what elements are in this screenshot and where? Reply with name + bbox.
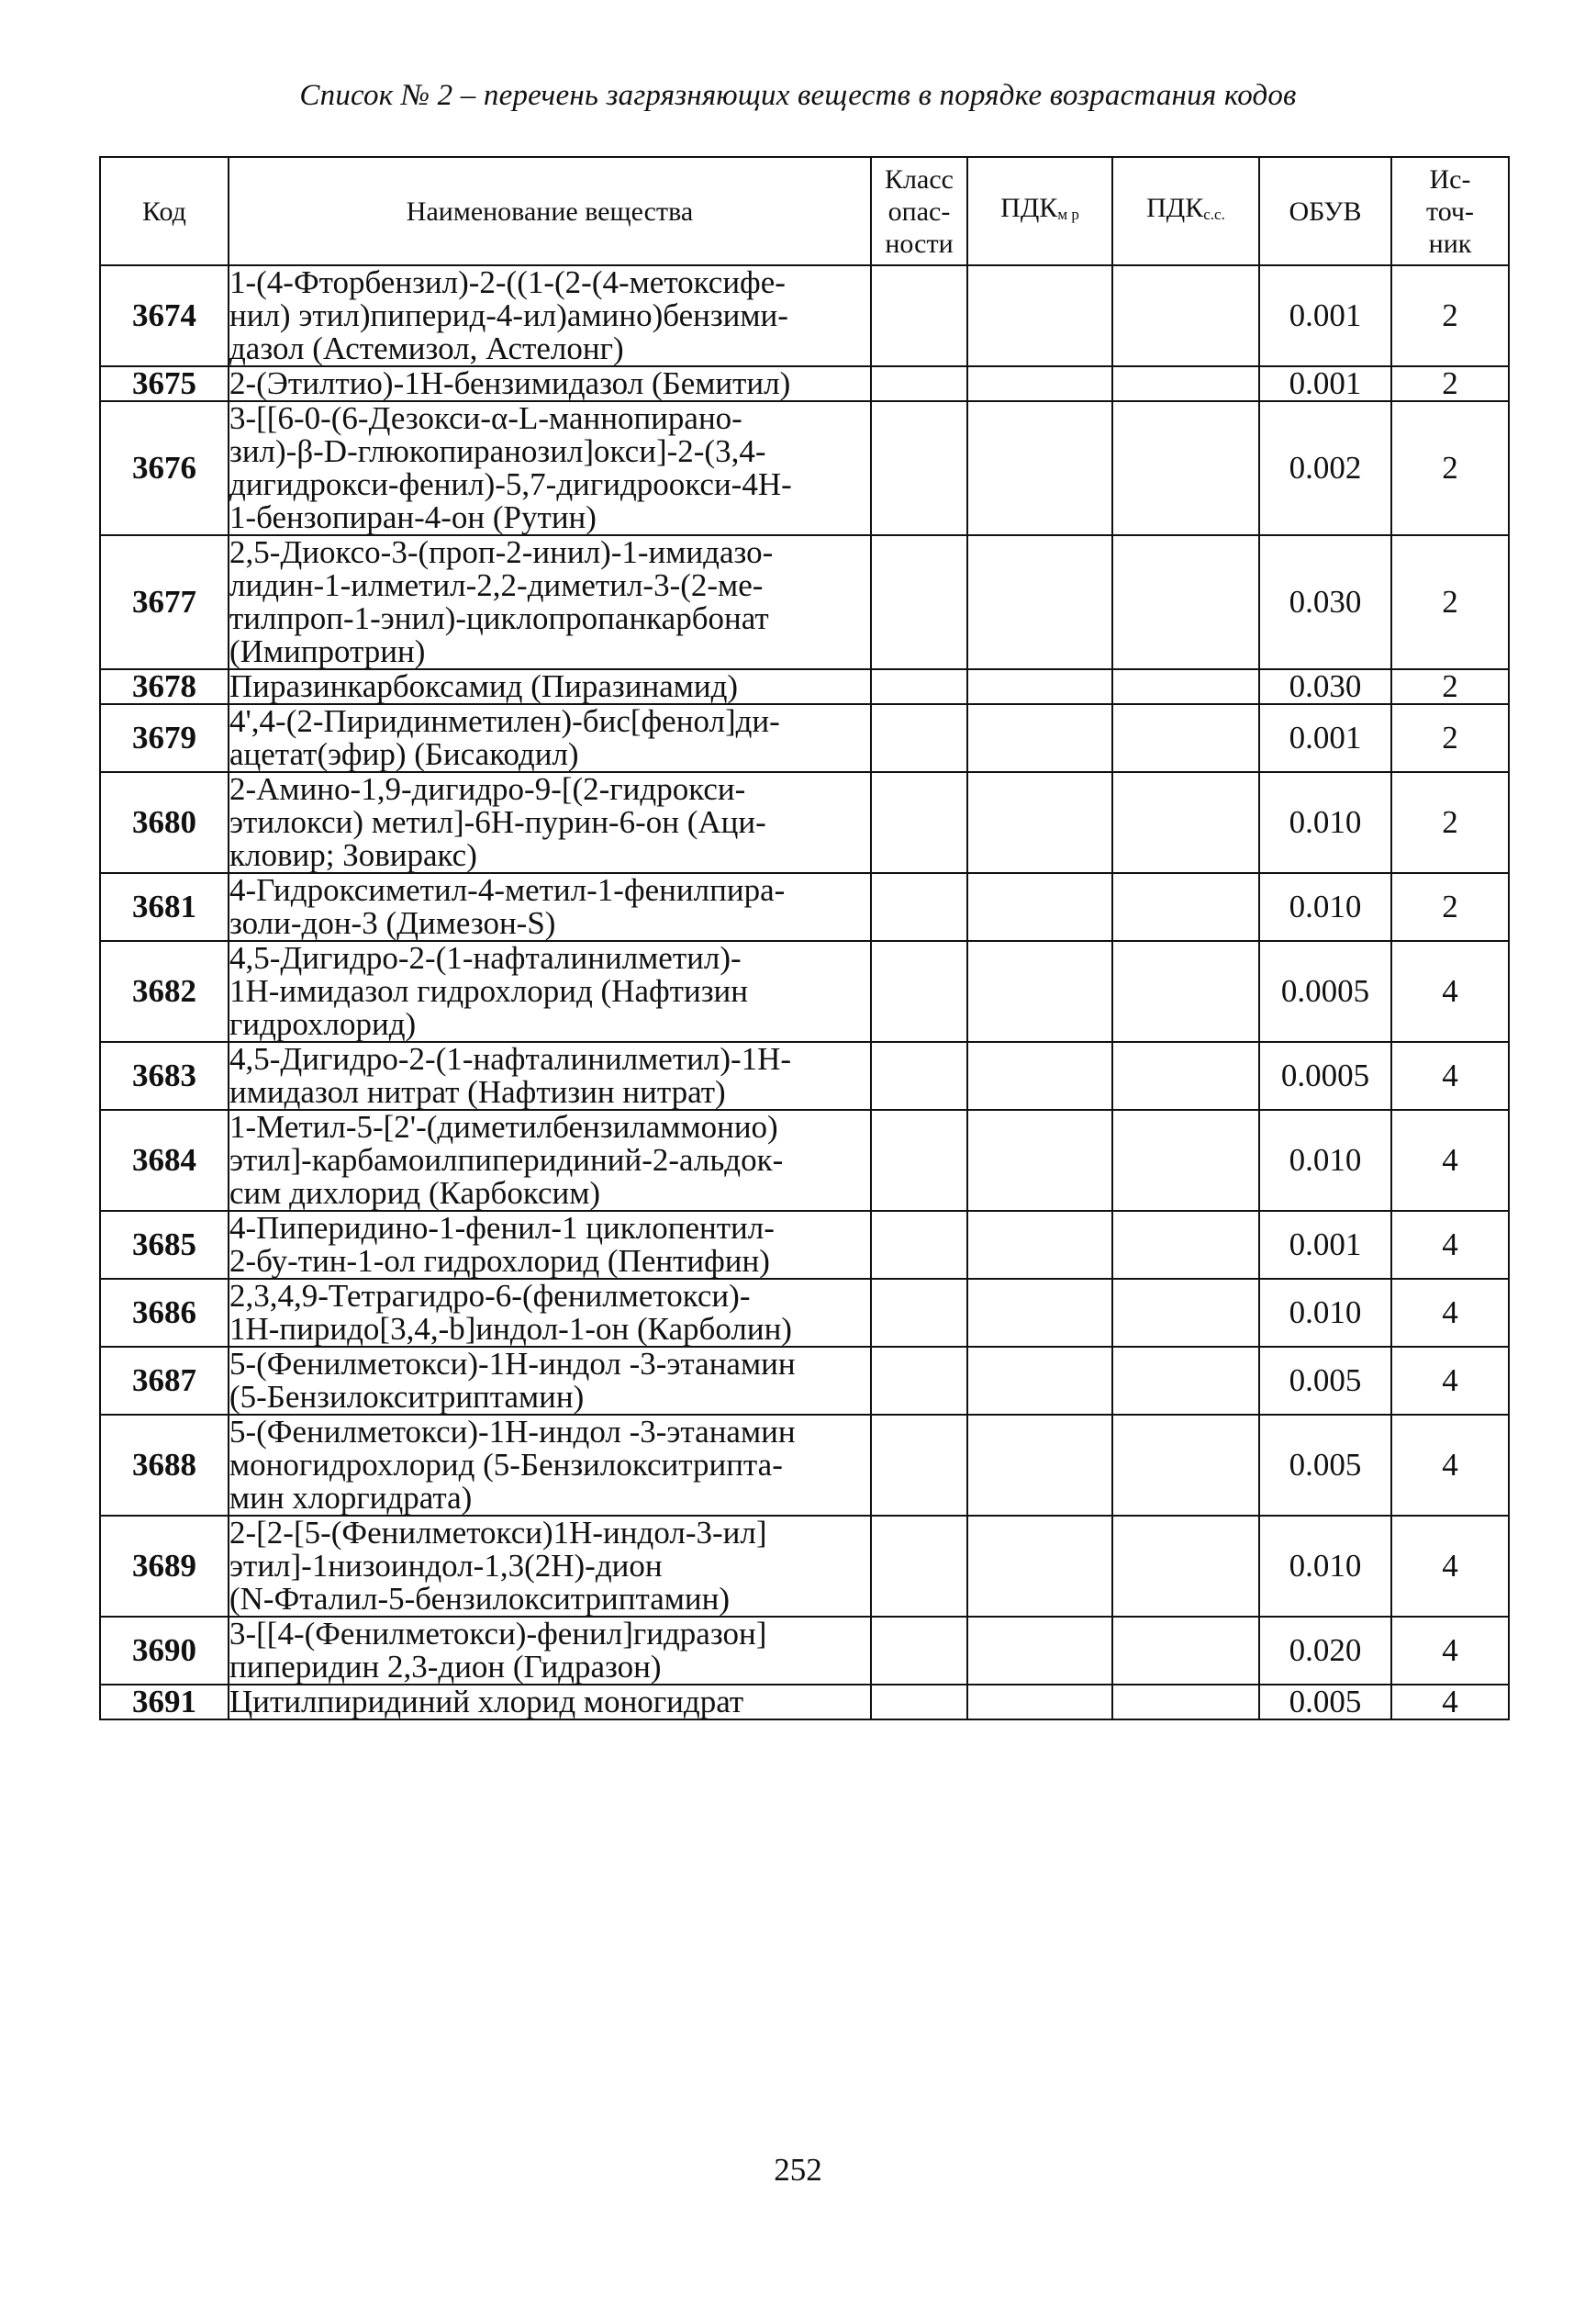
header-source xyxy=(1391,157,1509,265)
hazard-class-cell xyxy=(871,535,967,669)
substance-name-line: 4,5-Дигидро-2-(1-нафталинилметил)- xyxy=(229,940,742,976)
table-row xyxy=(100,1415,1509,1516)
source-cell: 4 xyxy=(1391,1617,1509,1685)
hazard-class-cell xyxy=(871,1685,967,1719)
substance-code: 3686 xyxy=(100,1279,229,1347)
substance-name-line: 3-[[6-0-(6-Дезокси-α-L-маннопирано- xyxy=(229,400,742,436)
source-cell: 4 xyxy=(1391,1279,1509,1347)
header-name: Наименование вещества xyxy=(229,157,871,265)
table-row xyxy=(100,772,1509,873)
hazard-class-cell xyxy=(871,401,967,535)
hazard-class-cell xyxy=(871,1617,967,1685)
table-row xyxy=(100,1685,1509,1719)
substance-name xyxy=(229,265,871,366)
substance-name xyxy=(229,1516,871,1617)
obuv-cell: 0.010 xyxy=(1259,772,1391,873)
obuv-cell: 0.005 xyxy=(1259,1685,1391,1719)
hazard-class-cell xyxy=(871,1415,967,1516)
pdk-ss-cell xyxy=(1112,704,1259,772)
substance-name-line: ацетат(эфир) (Бисакодил) xyxy=(229,736,579,772)
table-row xyxy=(100,704,1509,772)
substance-name-line: 1-бензопиран-4-он (Рутин) xyxy=(229,499,597,535)
header-hazard-class xyxy=(871,157,967,265)
pdk-mr-cell xyxy=(967,1110,1112,1211)
substance-code: 3683 xyxy=(100,1042,229,1110)
substance-code: 3677 xyxy=(100,535,229,669)
substance-name-line: этил]-карбамоилпиперидиний-2-альдок- xyxy=(229,1142,784,1178)
substance-name-line: золи-дон-3 (Димезон-S) xyxy=(229,905,556,941)
table-row xyxy=(100,401,1509,535)
header-code: Код xyxy=(100,157,229,265)
substance-name-line: Пиразинкарбоксамид (Пиразинамид) xyxy=(229,668,739,704)
substance-name-line: кловир; Зовиракс) xyxy=(229,837,477,873)
pdk-mr-cell xyxy=(967,941,1112,1042)
substance-name-line: имидазол нитрат (Нафтизин нитрат) xyxy=(229,1074,726,1110)
pdk-ss-cell xyxy=(1112,366,1259,401)
source-cell: 4 xyxy=(1391,941,1509,1042)
table-row xyxy=(100,366,1509,401)
header-row xyxy=(100,157,1509,265)
substance-name-line: этилокси) метил]-6Н-пурин-6-он (Аци- xyxy=(229,804,766,840)
table-row xyxy=(100,1211,1509,1279)
table-row xyxy=(100,1042,1509,1110)
substance-name-line: 1-(4-Фторбензил)-2-((1-(2-(4-метоксифе- xyxy=(229,264,786,300)
substance-name-line: 4,5-Дигидро-2-(1-нафталинилметил)-1Н- xyxy=(229,1041,792,1077)
substance-name xyxy=(229,1279,871,1347)
source-cell: 2 xyxy=(1391,265,1509,366)
substance-name-line: 2-[2-[5-(Фенилметокси)1Н-индол-3-ил] xyxy=(229,1515,767,1551)
source-cell: 4 xyxy=(1391,1211,1509,1279)
obuv-cell: 0.005 xyxy=(1259,1415,1391,1516)
pdk-mr-cell xyxy=(967,1516,1112,1617)
substance-name-line: 1Н-пиридо[3,4,-b]индол-1-он (Карболин) xyxy=(229,1311,792,1347)
source-cell: 4 xyxy=(1391,1415,1509,1516)
table-row xyxy=(100,1516,1509,1617)
hazard-class-cell xyxy=(871,1211,967,1279)
pdk-ss-cell xyxy=(1112,1685,1259,1719)
pdk-mr-cell xyxy=(967,704,1112,772)
substance-code: 3684 xyxy=(100,1110,229,1211)
substance-name xyxy=(229,1415,871,1516)
pdk-mr-cell xyxy=(967,1279,1112,1347)
substance-name-line: (Имипротрин) xyxy=(229,633,426,669)
substance-name-line: 5-(Фенилметокси)-1Н-индол -3-этанамин xyxy=(229,1414,796,1450)
pdk-mr-cell xyxy=(967,772,1112,873)
source-cell: 4 xyxy=(1391,1347,1509,1415)
pdk-ss-cell xyxy=(1112,1042,1259,1110)
obuv-cell: 0.010 xyxy=(1259,1279,1391,1347)
hazard-class-cell xyxy=(871,1516,967,1617)
obuv-cell: 0.0005 xyxy=(1259,941,1391,1042)
substance-code: 3688 xyxy=(100,1415,229,1516)
header-source-line: ник xyxy=(1428,228,1472,259)
pdk-ss-cell xyxy=(1112,265,1259,366)
substance-name-line: 4-Гидроксиметил-4-метил-1-фенилпира- xyxy=(229,872,786,908)
hazard-class-cell xyxy=(871,1279,967,1347)
pdk-mr-cell xyxy=(967,366,1112,401)
table-row xyxy=(100,1617,1509,1685)
source-cell: 2 xyxy=(1391,401,1509,535)
pdk-mr-cell xyxy=(967,401,1112,535)
pdk-mr-cell xyxy=(967,1685,1112,1719)
substance-code: 3679 xyxy=(100,704,229,772)
pdk-ss-cell xyxy=(1112,1617,1259,1685)
header-source-line: точ- xyxy=(1425,196,1475,227)
header-source-line: Ис- xyxy=(1429,163,1471,195)
substance-code: 3676 xyxy=(100,401,229,535)
substance-name-line: 5-(Фенилметокси)-1Н-индол -3-этанамин xyxy=(229,1346,796,1382)
substance-name-line: зил)-β-D-глюкопиранозил]окси]-2-(3,4- xyxy=(229,433,766,469)
pdk-mr-cell xyxy=(967,669,1112,704)
obuv-cell: 0.030 xyxy=(1259,669,1391,704)
pdk-mr-cell xyxy=(967,1415,1112,1516)
substance-name-line: 4-Пиперидино-1-фенил-1 циклопентил- xyxy=(229,1210,775,1246)
source-cell: 4 xyxy=(1391,1685,1509,1719)
substance-name xyxy=(229,1042,871,1110)
header-hazard-line: Класс xyxy=(885,163,954,195)
substance-name-line: 2-(Этилтио)-1Н-бензимидазол (Бемитил) xyxy=(229,365,791,401)
obuv-cell: 0.001 xyxy=(1259,1211,1391,1279)
substance-code: 3682 xyxy=(100,941,229,1042)
pdk-ss-cell xyxy=(1112,1110,1259,1211)
header-pdk-mr-label: ПДК xyxy=(1000,193,1058,223)
page-title: Список № 2 – перечень загрязняющих веществ в порядке возрастания кодов xyxy=(299,79,1297,112)
table-row xyxy=(100,265,1509,366)
hazard-class-cell xyxy=(871,1042,967,1110)
substance-name-line: этил]-1низоиндол-1,3(2Н)-дион xyxy=(229,1548,663,1584)
substance-code: 3690 xyxy=(100,1617,229,1685)
hazard-class-cell xyxy=(871,704,967,772)
table-row xyxy=(100,941,1509,1042)
substance-code: 3674 xyxy=(100,265,229,366)
hazard-class-cell xyxy=(871,1347,967,1415)
source-cell: 2 xyxy=(1391,873,1509,941)
substance-code: 3691 xyxy=(100,1685,229,1719)
obuv-cell: 0.001 xyxy=(1259,366,1391,401)
pdk-ss-cell xyxy=(1112,1415,1259,1516)
substance-name xyxy=(229,772,871,873)
hazard-class-cell xyxy=(871,1110,967,1211)
obuv-cell: 0.005 xyxy=(1259,1347,1391,1415)
table-row xyxy=(100,1347,1509,1415)
hazard-class-cell xyxy=(871,873,967,941)
substance-name xyxy=(229,1685,871,1719)
source-cell: 2 xyxy=(1391,366,1509,401)
pdk-ss-cell xyxy=(1112,535,1259,669)
substance-code: 3680 xyxy=(100,772,229,873)
pdk-ss-cell xyxy=(1112,941,1259,1042)
pdk-ss-cell xyxy=(1112,1211,1259,1279)
substance-name-line: мин хлоргидрата) xyxy=(229,1480,473,1516)
header-pdk-ss xyxy=(1112,157,1259,265)
hazard-class-cell xyxy=(871,772,967,873)
substance-name-line: (5-Бензилокситриптамин) xyxy=(229,1379,585,1415)
substance-code: 3689 xyxy=(100,1516,229,1617)
substance-name-line: 4',4-(2-Пиридинметилен)-бис[фенол]ди- xyxy=(229,703,780,739)
substances-table xyxy=(99,156,1510,1720)
substance-name-line: лидин-1-илметил-2,2-диметил-3-(2-ме- xyxy=(229,567,764,603)
substance-name-line: дигидрокси-фенил)-5,7-дигидроокси-4Н- xyxy=(229,466,792,502)
page-number: 252 xyxy=(774,2152,822,2188)
hazard-class-cell xyxy=(871,941,967,1042)
substance-code: 3685 xyxy=(100,1211,229,1279)
header-hazard-line: опас- xyxy=(887,196,951,227)
obuv-cell: 0.010 xyxy=(1259,1110,1391,1211)
pdk-mr-cell xyxy=(967,1617,1112,1685)
substance-name-line: 2,3,4,9-Тетрагидро-6-(фенилметокси)- xyxy=(229,1278,751,1314)
substance-name xyxy=(229,366,871,401)
pdk-ss-cell xyxy=(1112,873,1259,941)
substance-name-line: Цитилпиридиний хлорид моногидрат xyxy=(229,1684,744,1719)
table-row xyxy=(100,1110,1509,1211)
substance-name xyxy=(229,401,871,535)
substance-code: 3675 xyxy=(100,366,229,401)
substance-name-line: (N-Фталил-5-бензилокситриптамин) xyxy=(229,1581,731,1617)
obuv-cell: 0.010 xyxy=(1259,873,1391,941)
obuv-cell: 0.030 xyxy=(1259,535,1391,669)
pdk-ss-cell xyxy=(1112,772,1259,873)
obuv-cell: 0.001 xyxy=(1259,704,1391,772)
substance-name-line: гидрохлорид) xyxy=(229,1006,417,1042)
substance-name xyxy=(229,1347,871,1415)
header-pdk-mr-subscript: м р xyxy=(1057,206,1079,223)
substance-name-line: 2,5-Диоксо-3-(проп-2-инил)-1-имидазо- xyxy=(229,534,774,570)
substance-name-line: моногидрохлорид (5-Бензилокситрипта- xyxy=(229,1447,783,1483)
pdk-ss-cell xyxy=(1112,1279,1259,1347)
pdk-mr-cell xyxy=(967,265,1112,366)
header-pdk-mr xyxy=(967,157,1112,265)
pdk-mr-cell xyxy=(967,535,1112,669)
pdk-ss-cell xyxy=(1112,1516,1259,1617)
source-cell: 2 xyxy=(1391,772,1509,873)
obuv-cell: 0.020 xyxy=(1259,1617,1391,1685)
header-pdk-ss-label: ПДК xyxy=(1146,193,1204,223)
substance-name-line: 1-Метил-5-[2'-(диметилбензиламмонио) xyxy=(229,1109,778,1145)
substance-name-line: пиперидин 2,3-дион (Гидразон) xyxy=(229,1649,662,1685)
header-pdk-ss-subscript: с.с. xyxy=(1203,206,1225,223)
substance-name xyxy=(229,1110,871,1211)
table-row xyxy=(100,1279,1509,1347)
source-cell: 2 xyxy=(1391,535,1509,669)
substance-code: 3681 xyxy=(100,873,229,941)
header-obuv: ОБУВ xyxy=(1259,157,1391,265)
hazard-class-cell xyxy=(871,669,967,704)
substance-code: 3678 xyxy=(100,669,229,704)
pdk-mr-cell xyxy=(967,1211,1112,1279)
source-cell: 2 xyxy=(1391,704,1509,772)
source-cell: 2 xyxy=(1391,669,1509,704)
hazard-class-cell xyxy=(871,265,967,366)
table-row xyxy=(100,669,1509,704)
source-cell: 4 xyxy=(1391,1516,1509,1617)
substance-name-line: сим дихлорид (Карбоксим) xyxy=(229,1175,601,1211)
obuv-cell: 0.002 xyxy=(1259,401,1391,535)
substance-name xyxy=(229,1617,871,1685)
substance-name-line: 2-Амино-1,9-дигидро-9-[(2-гидрокси- xyxy=(229,771,746,807)
substance-name-line: дазол (Астемизол, Астелонг) xyxy=(229,330,624,366)
pdk-ss-cell xyxy=(1112,401,1259,535)
obuv-cell: 0.0005 xyxy=(1259,1042,1391,1110)
substance-name-line: 2-бу-тин-1-ол гидрохлорид (Пентифин) xyxy=(229,1243,770,1279)
hazard-class-cell xyxy=(871,366,967,401)
substance-name-line: 3-[[4-(Фенилметокси)-фенил]гидразон] xyxy=(229,1616,767,1652)
substance-code: 3687 xyxy=(100,1347,229,1415)
substance-name xyxy=(229,941,871,1042)
substance-name xyxy=(229,873,871,941)
substance-name-line: тилпроп-1-энил)-циклопропанкарбонат xyxy=(229,600,769,636)
pdk-mr-cell xyxy=(967,1042,1112,1110)
substance-name xyxy=(229,1211,871,1279)
substance-name xyxy=(229,535,871,669)
source-cell: 4 xyxy=(1391,1042,1509,1110)
obuv-cell: 0.010 xyxy=(1259,1516,1391,1617)
substance-name xyxy=(229,704,871,772)
pdk-mr-cell xyxy=(967,873,1112,941)
pdk-mr-cell xyxy=(967,1347,1112,1415)
obuv-cell: 0.001 xyxy=(1259,265,1391,366)
table-row xyxy=(100,873,1509,941)
table-row xyxy=(100,535,1509,669)
header-hazard-line: ности xyxy=(885,228,954,259)
pdk-ss-cell xyxy=(1112,1347,1259,1415)
substance-name-line: нил) этил)пиперид-4-ил)амино)бензими- xyxy=(229,297,788,333)
substance-name xyxy=(229,669,871,704)
substance-name-line: 1Н-имидазол гидрохлорид (Нафтизин xyxy=(229,973,748,1009)
pdk-ss-cell xyxy=(1112,669,1259,704)
source-cell: 4 xyxy=(1391,1110,1509,1211)
